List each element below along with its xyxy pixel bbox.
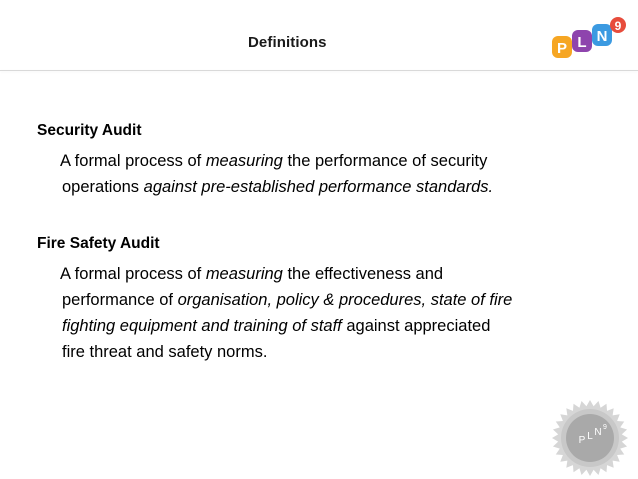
fire-safety-audit-definition [60,261,600,365]
security-audit-heading: Security Audit [37,122,142,139]
header-divider [0,70,638,71]
text-run: A formal process of [60,152,206,170]
pln9-seal-watermark [548,398,632,478]
text-run: A formal process of [60,265,206,283]
svg-text:9: 9 [603,424,607,431]
fire-safety-audit-heading: Fire Safety Audit [37,235,160,252]
svg-text:L: L [577,34,587,51]
svg-text:N: N [596,28,608,45]
italic-text-run: fighting equipment and training of staff [62,317,342,335]
svg-text:P: P [556,40,568,57]
text-run: operations [62,178,144,196]
definition-line [60,339,600,365]
definition-line [60,148,600,174]
svg-text:9: 9 [614,19,622,33]
svg-text:P: P [578,435,586,446]
security-audit-definition [60,148,600,200]
italic-text-run: measuring [205,265,283,283]
definition-line [60,174,600,200]
italic-text-run: organisation, policy & procedures, state of fire [177,291,513,309]
italic-text-run: against pre-established performance standards. [143,178,494,196]
text-run: performance of [62,291,178,309]
definition-line [60,313,600,339]
svg-text:L: L [587,431,593,442]
text-run: the performance of security [282,152,488,170]
italic-text-run: measuring [205,152,283,170]
svg-text:N: N [594,427,602,438]
definition-line [60,287,600,313]
pln9-logo [548,16,628,64]
text-run: the effectiveness and [282,265,444,283]
text-run: against appreciated [341,317,491,335]
slide-title: Definitions [248,34,327,51]
definition-line [60,261,600,287]
text-run: fire threat and safety norms. [62,343,268,361]
